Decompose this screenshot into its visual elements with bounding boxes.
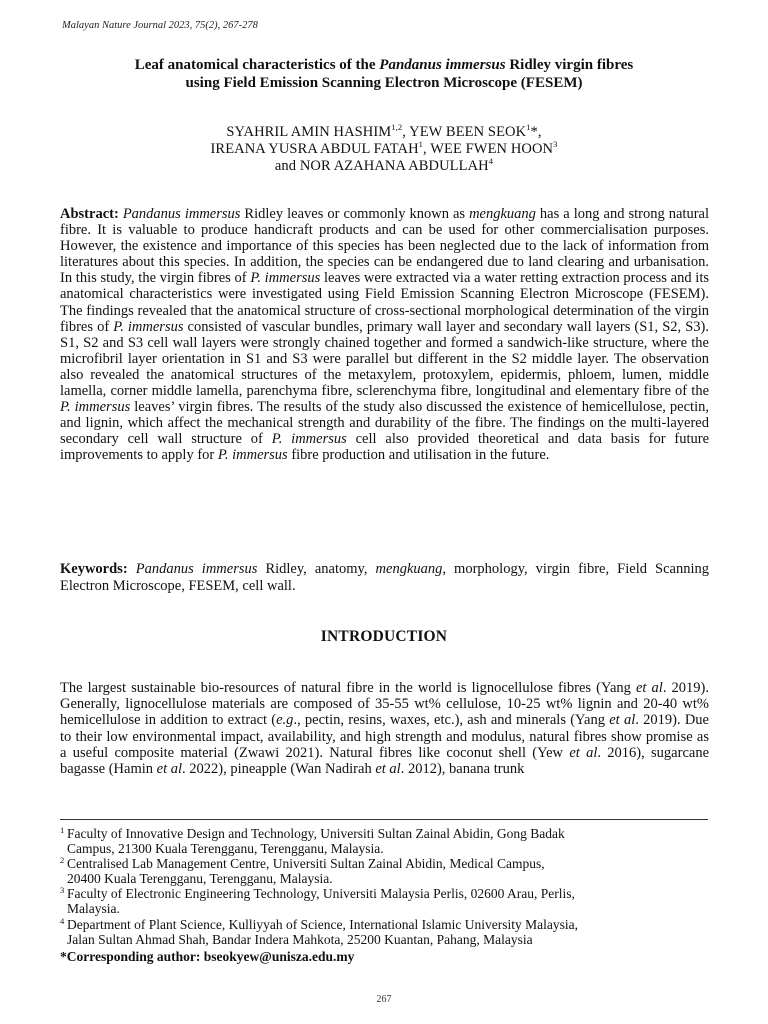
abstract-italic: P. immersus [271, 431, 347, 448]
title-part1: Leaf anatomical characteristics of the [134, 57, 380, 73]
intro-italic: et al [375, 761, 401, 778]
intro-text: . 2022), pineapple (Wan Nadirah [182, 761, 376, 778]
author-affiliation: 1,2 [391, 122, 403, 133]
author-affiliation: 1 [418, 139, 424, 150]
footnote-divider [60, 819, 708, 820]
abstract-label: Abstract: [60, 206, 119, 222]
intro-text: . 2012), banana trunk [400, 761, 525, 778]
footnote-line: Department of Plant Science, Kulliyyah of Science, International Islamic University Malaysia, [67, 916, 578, 932]
journal-reference: Malayan Nature Journal 2023, 75(2), 267-278 [62, 20, 258, 31]
author-name: IREANA YUSRA ABDUL FATAH [210, 141, 419, 157]
footnote-line: Faculty of Electronic Engineering Technology, Universiti Malaysia Perlis, 02600 Arau, Perlis, [67, 886, 575, 902]
footnote-line: 20400 Kuala Terengganu, Terengganu, Malaysia. [67, 871, 333, 887]
intro-text: . 2019). Generally, lignocellulose materials are composed of 35-55 wt% cellulose, 10-25 wt% lignin and 20-40 wt% hemicellulose in addition to extract ( [60, 680, 709, 729]
section-heading-introduction: INTRODUCTION [320, 628, 448, 645]
corresponding-mark: *, [530, 124, 542, 140]
abstract-italic: mengkuang [469, 206, 536, 222]
abstract-italic: Pandanus immersus [122, 206, 241, 222]
abstract-text: fibre production and utilisation in the future. [287, 447, 550, 464]
footnote-line: Faculty of Innovative Design and Technology, Universiti Sultan Zainal Abidin, Gong Badak [67, 826, 565, 841]
author-name: and NOR AZAHANA ABDULLAH [274, 158, 489, 174]
footnote-line: Jalan Sultan Ahmad Shah, Bandar Indera Mahkota, 25200 Kuantan, Pahang, Malaysia [67, 931, 533, 947]
corresponding-author: *Corresponding author: bseokyew@unisza.edu.my [60, 948, 355, 964]
intro-italic: et al [636, 680, 663, 696]
footnote-line: Malaysia. [67, 901, 120, 917]
abstract-italic: P. immersus [60, 399, 131, 416]
page-number: 267 [376, 994, 392, 1005]
footnotes [60, 826, 708, 964]
footnote-marker: 4 [60, 915, 65, 926]
abstract-text: Ridley leaves or commonly known as [240, 206, 470, 222]
abstract-text: leaves were extracted via a water retting extraction process and its anatomical characteristics were investigated using Field Emission Scanning Electron Microscope (FESEM). The findings revealed that the anatomical structure of cross-sectional morphological determination of the virgin fibres of [60, 270, 709, 335]
intro-text: The largest sustainable bio-resources of natural fibre in the world is lignocellulose fibres (Yang [60, 680, 636, 696]
keywords-text: Ridley, anatomy, [257, 561, 376, 577]
intro-italic: et al [609, 712, 636, 729]
footnote-affiliation-3 [60, 886, 708, 916]
author-name: , YEW BEEN SEOK [402, 124, 527, 140]
title-line2: using Field Emission Scanning Electron Microscope (FESEM) [185, 75, 583, 91]
introduction-paragraph [60, 680, 709, 777]
title-species: Pandanus immersus [379, 57, 506, 73]
abstract-italic: P. immersus [250, 270, 321, 287]
author-name: SYAHRIL AMIN HASHIM [226, 124, 392, 140]
title-part2: Ridley virgin fibres [505, 57, 634, 73]
footnote-marker: 2 [60, 855, 65, 866]
intro-italic: et al [156, 761, 183, 778]
intro-italic: et al [569, 744, 598, 761]
author-list [60, 124, 708, 175]
footnote-affiliation-4 [60, 917, 708, 947]
intro-text: . 2016), sugarcane bagasse (Hamin [60, 744, 710, 778]
abstract-italic: P. immersus [113, 318, 184, 335]
footnote-line: Campus, 21300 Kuala Terengganu, Terengganu, Malaysia. [67, 841, 384, 857]
author-affiliation: 3 [553, 139, 558, 150]
abstract [60, 206, 709, 464]
paper-title [60, 56, 708, 92]
keywords-italic: mengkuang [375, 561, 443, 577]
footnote-affiliation-2 [60, 856, 708, 886]
keywords-italic: Pandanus immersus [135, 561, 258, 577]
abstract-text: leaves’ virgin fibres. The results of the study also discussed the existence of hemicellulose, pectin, and lignin, which affect the mechanical strength and durability of the fibre. The findings on the multi-layered secondary cell wall structure of [60, 399, 709, 448]
intro-text: . 2019). Due to their low environmental impact, availability, and high strength and modulus, natural fibres show promise as a useful composite material (Zwawi 2021). Natural fibres like coconut shell (Yew [60, 712, 709, 761]
author-name: , WEE FWEN HOON [423, 141, 554, 157]
abstract-italic: P. immersus [217, 447, 288, 464]
author-affiliation: 4 [488, 156, 494, 167]
footnote-marker: 1 [60, 825, 65, 835]
abstract-text: has a long and strong natural fibre. It is valuable to produce handicraft products and can be used for other commercialisation purposes. However, the existence and importance of this species has been neglected due to the lack of information from literatures about this species. In addition, the species can be endangered due to land clearing and urbanisation. In this study, the virgin fibres of [60, 206, 709, 287]
keywords-text: , morphology, virgin fibre, Field Scanning Electron Microscope, FESEM, cell wall. [60, 561, 710, 594]
keywords-text [128, 561, 136, 577]
abstract-text: cell also provided theoretical and data basis for future improvements to apply for [60, 431, 709, 464]
keywords-label: Keywords: [60, 561, 128, 577]
footnote-affiliation-1 [60, 826, 708, 856]
abstract-text: consisted of vascular bundles, primary wall layer and secondary wall layers (S1, S2, S3). S1, S2 and S3 cell wall layers were strongly chained together and formed a sandwich-like structure, where the microfibril layer orientation in S1 and S3 were parallel but different in the S2 middle layer. The observation also revealed the anatomical structures of the metaxylem, protoxylem, epidermis, phloem, lumen, middle lamella, corner middle lamella, parenchyma fibre, sclerenchyma fibre, longitudinal and elementary fibre of the [60, 318, 710, 400]
author-affiliation: 1 [526, 122, 531, 133]
intro-italic: e.g [276, 712, 294, 729]
footnote-line: Centralised Lab Management Centre, Universiti Sultan Zainal Abidin, Medical Campus, [67, 856, 545, 872]
footnote-marker: 3 [60, 885, 65, 896]
keywords [60, 561, 709, 595]
intro-text: ., pectin, resins, waxes, etc.), ash and minerals (Yang [293, 712, 610, 729]
